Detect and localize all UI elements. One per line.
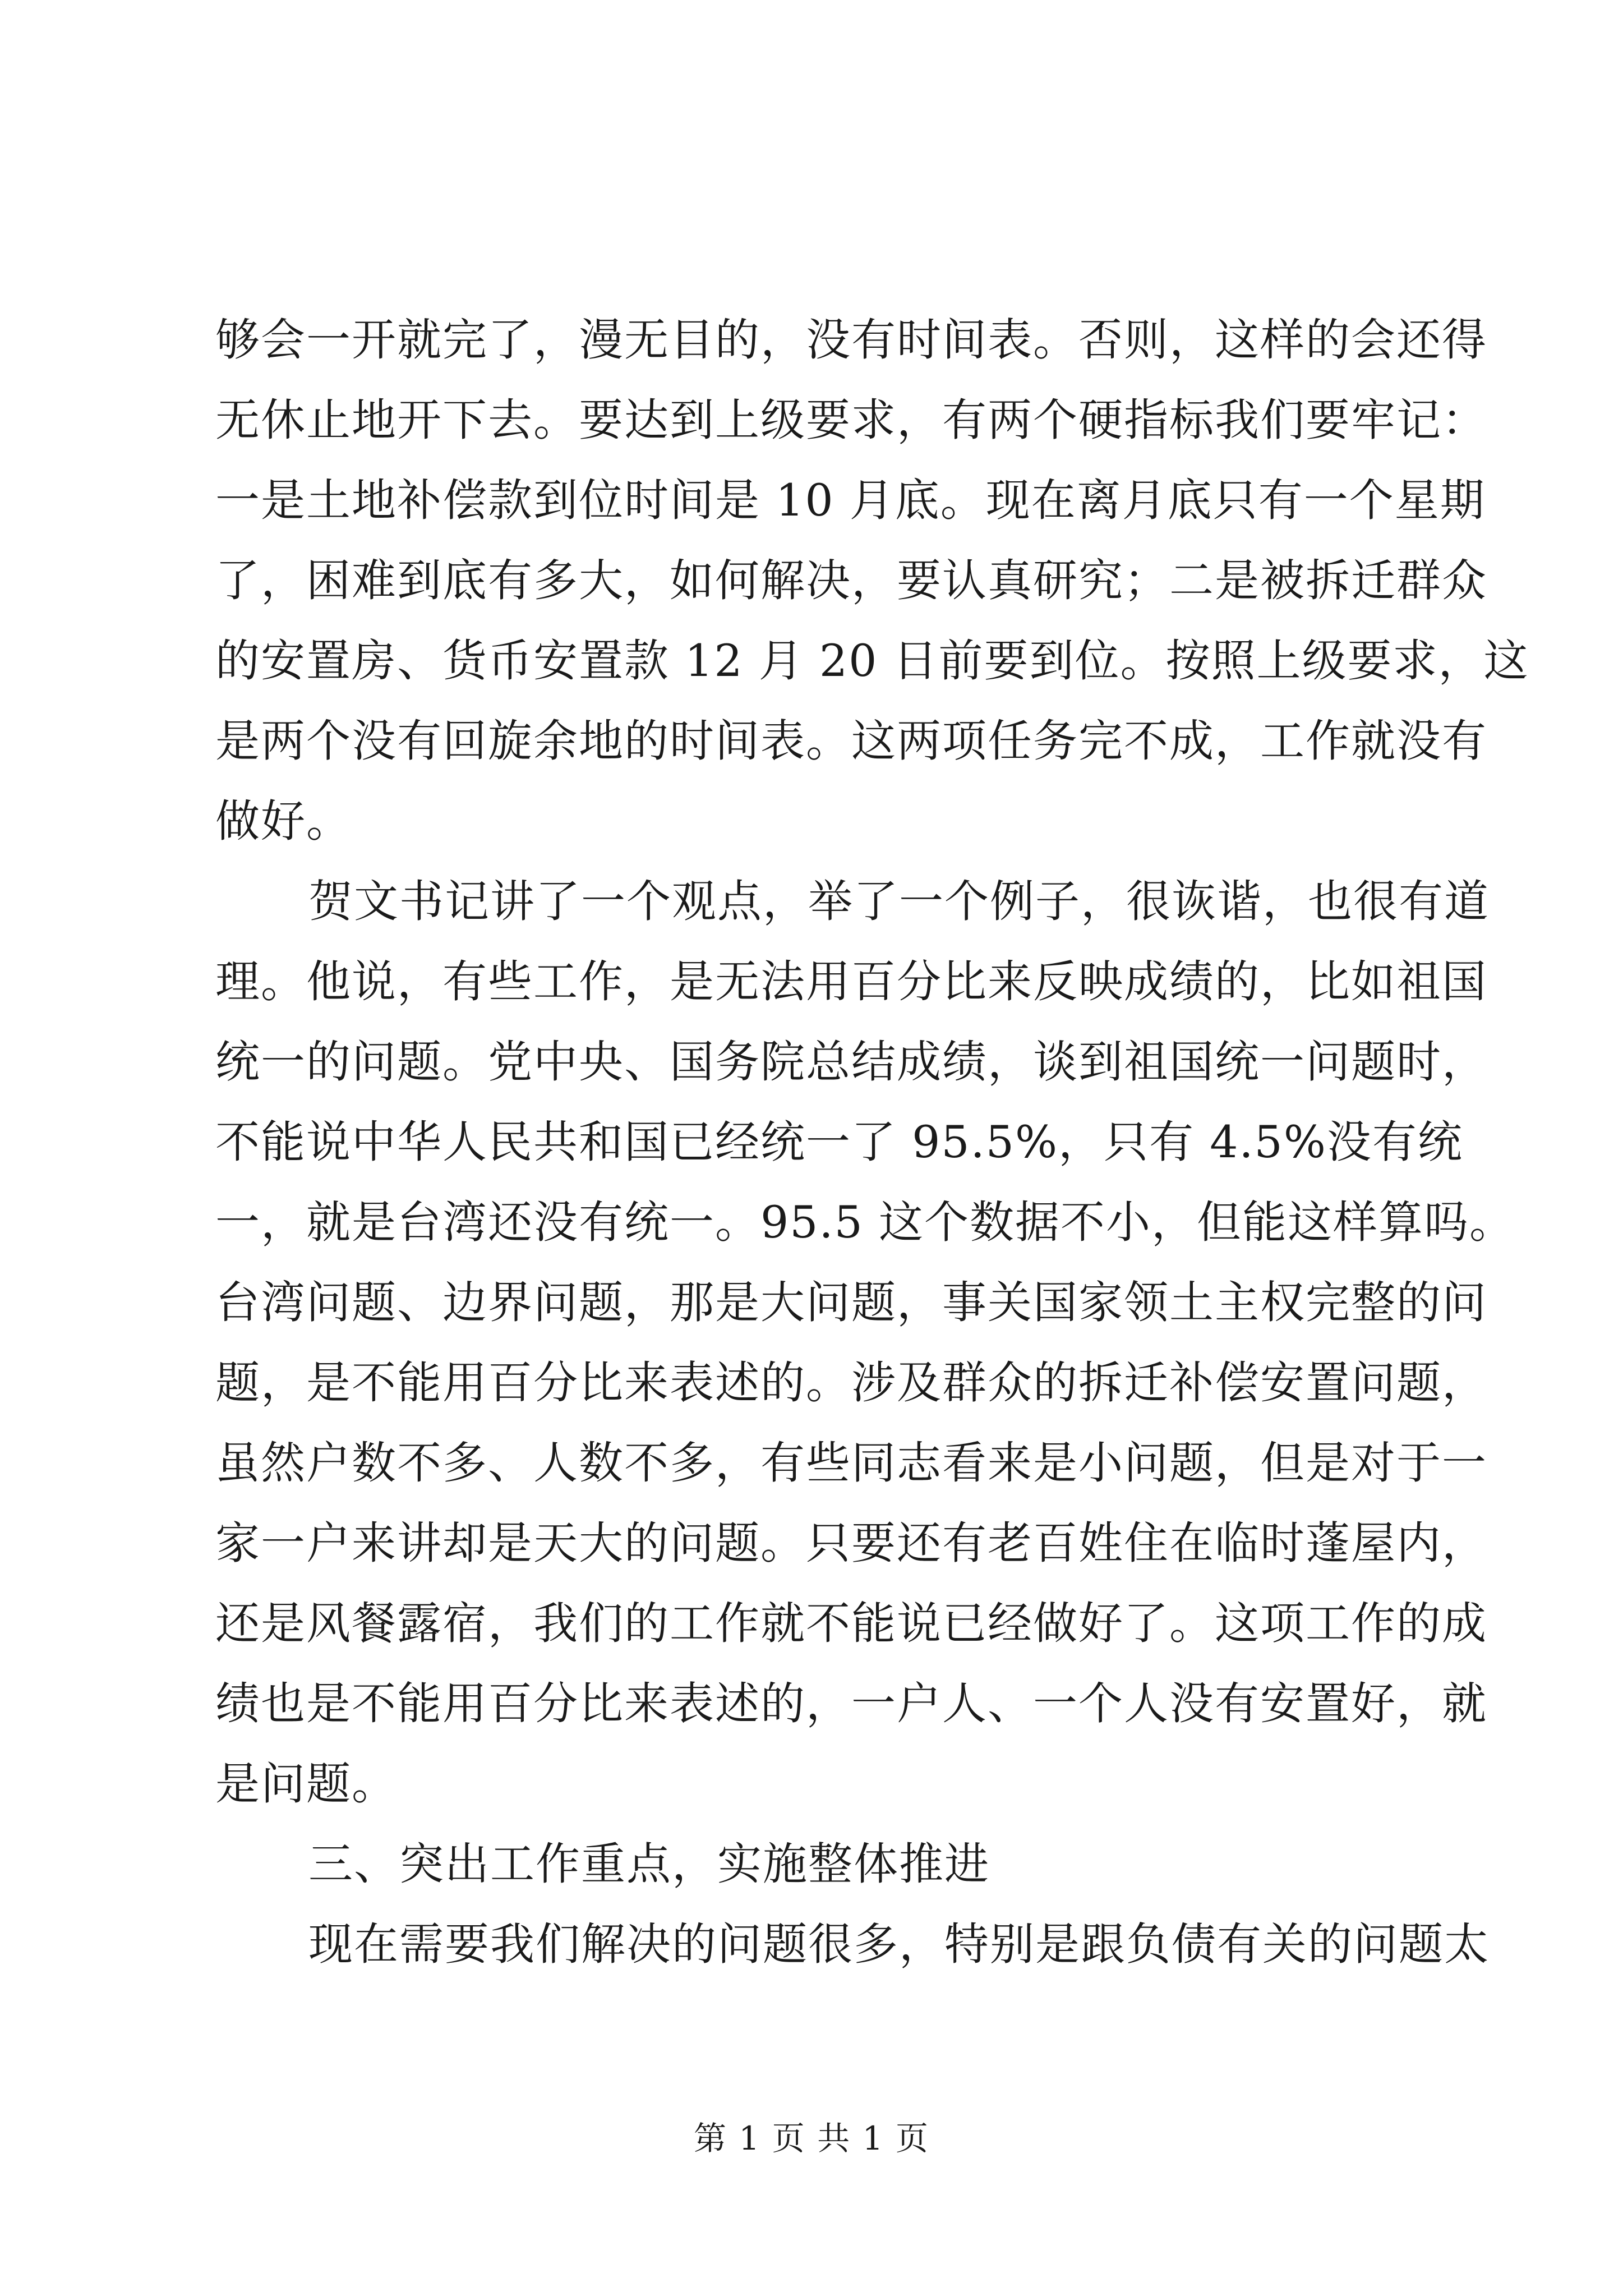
text-line: 够会一开就完了，漫无目的，没有时间表。否则，这样的会还得	[215, 314, 1487, 366]
text-line: 绩也是不能用百分比来表述的，一户人、一个人没有安置好，就	[215, 1678, 1487, 1729]
text-line: 台湾问题、边界问题，那是大问题，事关国家领土主权完整的问	[215, 1277, 1487, 1328]
text-line: 理。他说，有些工作，是无法用百分比来反映成绩的，比如祖国	[215, 956, 1487, 1007]
text-line: 还是风餐露宿，我们的工作就不能说已经做好了。这项工作的成	[215, 1598, 1487, 1649]
text-line: 家一户来讲却是天大的问题。只要还有老百姓住在临时蓬屋内，	[215, 1517, 1487, 1569]
text-line-paragraph-end: 做好。	[215, 795, 352, 847]
text-line: 一是土地补偿款到位时间是 10 月底。现在离月底只有一个星期	[215, 475, 1486, 526]
paragraph-first-line: 贺文书记讲了一个观点，举了一个例子，很诙谐，也很有道	[308, 876, 1490, 927]
page-number-footer: 第 1 页 共 1 页	[694, 2119, 929, 2157]
text-line: 是两个没有回旋余地的时间表。这两项任务完不成，工作就没有	[215, 715, 1487, 767]
text-line: 题，是不能用百分比来表述的。涉及群众的拆迁补偿安置问题，	[215, 1357, 1487, 1409]
text-line-paragraph-end: 是问题。	[215, 1758, 397, 1810]
document-body	[215, 300, 1529, 1985]
paragraph-first-line: 现在需要我们解决的问题很多，特别是跟负债有关的问题太	[308, 1918, 1490, 1970]
text-line: 了，困难到底有多大，如何解决，要认真研究；二是被拆迁群众	[215, 555, 1487, 606]
text-line: 无休止地开下去。要达到上级要求，有两个硬指标我们要牢记：	[215, 394, 1487, 446]
section-heading: 三、突出工作重点，实施整体推进	[308, 1838, 990, 1890]
text-line: 一，就是台湾还没有统一。95.5 这个数据不小，但能这样算吗。	[215, 1197, 1515, 1248]
text-line: 的安置房、货币安置款 12 月 20 日前要到位。按照上级要求，这	[215, 635, 1529, 687]
text-line: 虽然户数不多、人数不多，有些同志看来是小问题，但是对于一	[215, 1437, 1487, 1489]
text-line: 统一的问题。党中央、国务院总结成绩，谈到祖国统一问题时，	[215, 1036, 1487, 1088]
text-line: 不能说中华人民共和国已经统一了 95.5%，只有 4.5%没有统	[215, 1116, 1463, 1168]
